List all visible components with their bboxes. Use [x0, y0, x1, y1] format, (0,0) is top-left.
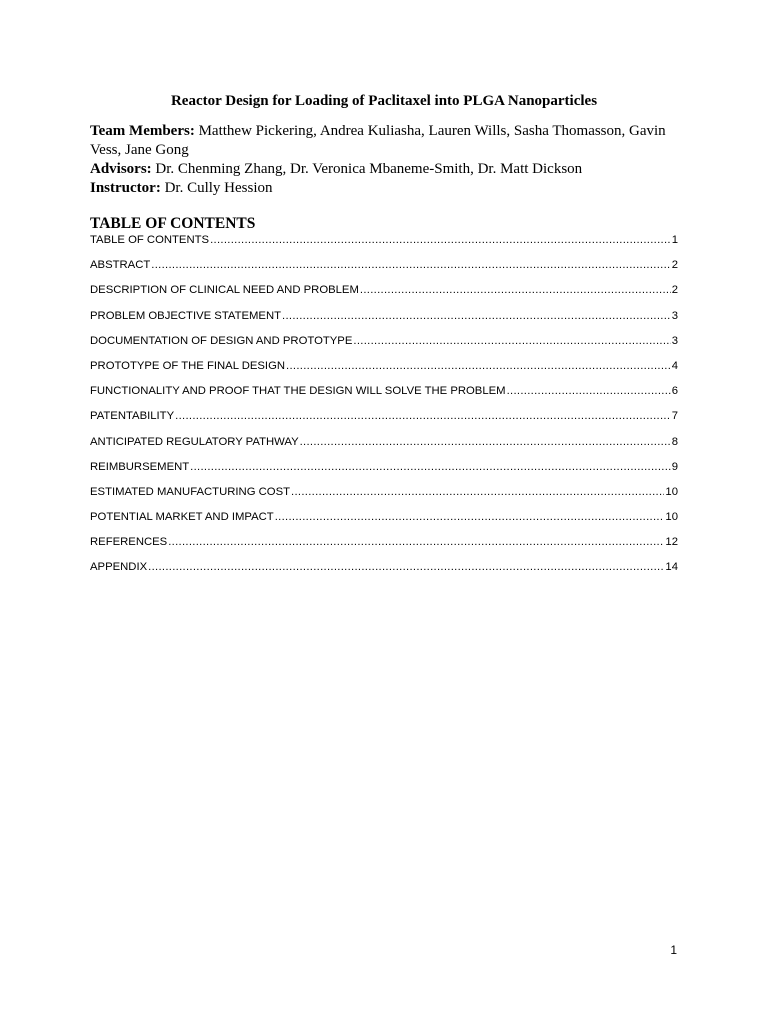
toc-entry[interactable] [90, 385, 678, 410]
team-members-label: Team Members: [90, 123, 195, 139]
toc-entry-page: 14 [665, 561, 678, 574]
toc-list [90, 234, 678, 587]
document-meta [90, 122, 690, 198]
toc-entry-page: 10 [665, 511, 678, 524]
toc-entry-page: 3 [671, 334, 678, 347]
toc-leader-dots [168, 536, 664, 548]
toc-heading: TABLE OF CONTENTS [90, 215, 256, 232]
toc-entry-page: 4 [671, 359, 678, 372]
toc-leader-dots [286, 360, 671, 372]
toc-entry[interactable] [90, 360, 678, 385]
toc-entry-label: TABLE OF CONTENTS [90, 234, 210, 246]
toc-entry[interactable] [90, 461, 678, 486]
toc-entry-page: 12 [665, 536, 678, 549]
toc-leader-dots [190, 461, 671, 473]
advisors-label: Advisors: [90, 161, 152, 177]
toc-entry-page: 2 [671, 284, 678, 297]
toc-leader-dots [300, 436, 671, 448]
toc-entry-page: 8 [671, 435, 678, 448]
advisors-value: Dr. Chenming Zhang, Dr. Veronica Mbaneme-Smith, Dr. Matt Dickson [155, 161, 583, 177]
toc-entry-label: POTENTIAL MARKET AND IMPACT [90, 511, 274, 524]
toc-entry-label: APPENDIX [90, 561, 148, 574]
toc-entry[interactable] [90, 310, 678, 335]
toc-entry-label: DOCUMENTATION OF DESIGN AND PROTOTYPE [90, 334, 353, 347]
document-title: Reactor Design for Loading of Paclitaxel into PLGA Nanoparticles [170, 93, 598, 109]
toc-entry[interactable] [90, 561, 678, 586]
toc-leader-dots [175, 410, 671, 422]
team-members-line [90, 122, 690, 160]
toc-entry[interactable] [90, 335, 678, 360]
toc-entry-page: 6 [671, 385, 678, 398]
toc-entry-label: ABSTRACT [90, 259, 151, 272]
toc-entry-page: 9 [671, 460, 678, 473]
toc-entry[interactable] [90, 284, 678, 309]
toc-entry-label: PATENTABILITY [90, 410, 175, 423]
toc-entry-page: 1 [671, 234, 678, 246]
instructor-value: Dr. Cully Hession [164, 180, 273, 196]
toc-entry-label: PROBLEM OBJECTIVE STATEMENT [90, 309, 282, 322]
toc-entry-label: FUNCTIONALITY AND PROOF THAT THE DESIGN WILL SOLVE THE PROBLEM [90, 385, 506, 398]
page-number: 1 [670, 943, 677, 957]
toc-entry[interactable] [90, 536, 678, 561]
toc-entry-label: ESTIMATED MANUFACTURING COST [90, 485, 291, 498]
toc-leader-dots [275, 511, 665, 523]
toc-leader-dots [360, 284, 671, 296]
toc-leader-dots [148, 561, 664, 573]
toc-entry-label: ANTICIPATED REGULATORY PATHWAY [90, 435, 299, 448]
toc-leader-dots [210, 234, 671, 246]
instructor-line [90, 179, 690, 198]
advisors-line [90, 160, 690, 179]
toc-entry-page: 2 [671, 259, 678, 272]
toc-entry[interactable] [90, 436, 678, 461]
instructor-label: Instructor: [90, 180, 161, 196]
toc-leader-dots [282, 310, 671, 322]
toc-leader-dots [353, 335, 670, 347]
toc-entry-label: DESCRIPTION OF CLINICAL NEED AND PROBLEM [90, 284, 359, 297]
toc-entry-label: PROTOTYPE OF THE FINAL DESIGN [90, 359, 286, 372]
toc-entry-label: REFERENCES [90, 536, 168, 549]
toc-leader-dots [507, 385, 671, 397]
toc-entry-page: 3 [671, 309, 678, 322]
toc-entry[interactable] [90, 234, 678, 259]
toc-leader-dots [151, 259, 670, 271]
toc-entry-label: REIMBURSEMENT [90, 460, 190, 473]
toc-entry-page: 10 [665, 485, 678, 498]
toc-entry[interactable] [90, 410, 678, 435]
toc-leader-dots [291, 486, 664, 498]
toc-entry[interactable] [90, 511, 678, 536]
team-members-value: Matthew Pickering, Andrea Kuliasha, Lauren Wills, Sasha Thomasson, Gavin Vess, Jane Gong [90, 123, 666, 158]
toc-entry[interactable] [90, 486, 678, 511]
toc-entry[interactable] [90, 259, 678, 284]
toc-entry-page: 7 [671, 410, 678, 423]
